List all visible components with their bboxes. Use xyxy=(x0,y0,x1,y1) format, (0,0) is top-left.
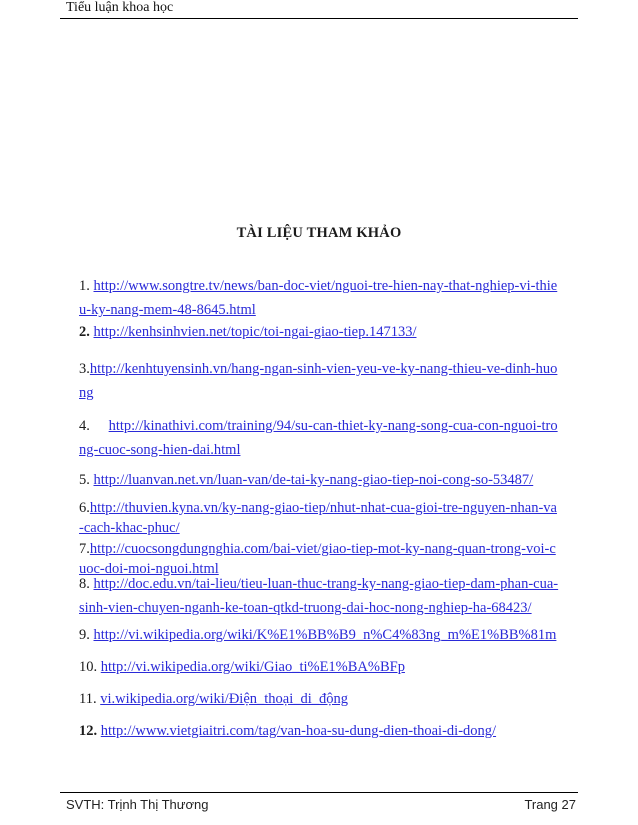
reference-item xyxy=(79,274,559,322)
reference-number: 7. xyxy=(79,541,90,557)
header-divider xyxy=(60,18,578,19)
reference-number: 12. xyxy=(79,723,98,739)
reference-number: 3. xyxy=(79,361,90,377)
reference-item xyxy=(79,572,559,620)
reference-item xyxy=(79,719,559,743)
reference-link[interactable]: http://kenhsinhvien.net/topic/toi-ngai-giao-tiep.147133/ xyxy=(93,324,417,340)
reference-number: 9. xyxy=(79,627,90,643)
reference-link[interactable]: http://thuvien.kyna.vn/ky-nang-giao-tiep/nhut-nhat-cua-gioi-tre-nguyen-nhan-va-cach-khac-phuc/ xyxy=(79,500,557,536)
references-heading: TÀI LIỆU THAM KHẢO xyxy=(236,225,402,241)
reference-number: 5. xyxy=(79,472,90,488)
reference-item xyxy=(79,414,559,462)
reference-item xyxy=(79,623,559,647)
reference-link[interactable]: http://cuocsongdungnghia.com/bai-viet/giao-tiep-mot-ky-nang-quan-trong-voi-cuoc-doi-moi-nguoi.html xyxy=(79,541,556,577)
reference-link[interactable]: vi.wikipedia.org/wiki/Điện_thoại_di_động xyxy=(100,691,349,707)
footer-page-number: Trang 27 xyxy=(524,797,576,812)
reference-link[interactable]: http://kinathivi.com/training/94/su-can-thiet-ky-nang-song-cua-con-nguoi-trong-cuoc-song-hien-dai.html xyxy=(79,418,558,458)
reference-item xyxy=(79,357,559,405)
reference-link[interactable]: http://doc.edu.vn/tai-lieu/tieu-luan-thuc-trang-ky-nang-giao-tiep-dam-phan-cua-sinh-vien-chuyen-nganh-ke-toan-qtkd-truong-dai-hoc-nong-nghiep-ha-68423/ xyxy=(79,576,559,616)
footer-author: SVTH: Trịnh Thị Thương xyxy=(66,797,209,812)
reference-number: 10. xyxy=(79,659,98,675)
reference-number: 6. xyxy=(79,500,90,516)
reference-number: 1. xyxy=(79,278,90,294)
reference-link[interactable]: http://kenhtuyensinh.vn/hang-ngan-sinh-vien-yeu-ve-ky-nang-thieu-ve-dinh-huong xyxy=(79,361,558,401)
reference-link[interactable]: http://vi.wikipedia.org/wiki/Giao_ti%E1%BA%BFp xyxy=(100,659,405,675)
reference-link[interactable]: http://www.songtre.tv/news/ban-doc-viet/nguoi-tre-hien-nay-that-nghiep-vi-thieu-ky-nang-mem-48-8645.html xyxy=(79,278,558,318)
reference-link[interactable]: http://luanvan.net.vn/luan-van/de-tai-ky-nang-giao-tiep-noi-cong-so-53487/ xyxy=(93,472,534,488)
reference-link[interactable]: http://www.vietgiaitri.com/tag/van-hoa-su-dung-dien-thoai-di-dong/ xyxy=(100,723,497,739)
reference-number: 4. xyxy=(79,418,90,434)
reference-item xyxy=(79,655,559,679)
reference-item xyxy=(79,468,559,492)
reference-number: 11. xyxy=(79,691,97,707)
reference-number: 8. xyxy=(79,576,90,592)
reference-number: 2. xyxy=(79,324,90,340)
reference-link[interactable]: http://vi.wikipedia.org/wiki/K%E1%BB%B9_n%C4%83ng_m%E1%BB%81m xyxy=(93,627,557,643)
reference-item xyxy=(79,320,559,344)
header-title: Tiểu luận khoa học xyxy=(66,0,174,15)
footer-divider xyxy=(60,792,578,793)
reference-item xyxy=(79,687,559,711)
reference-item xyxy=(79,498,559,538)
